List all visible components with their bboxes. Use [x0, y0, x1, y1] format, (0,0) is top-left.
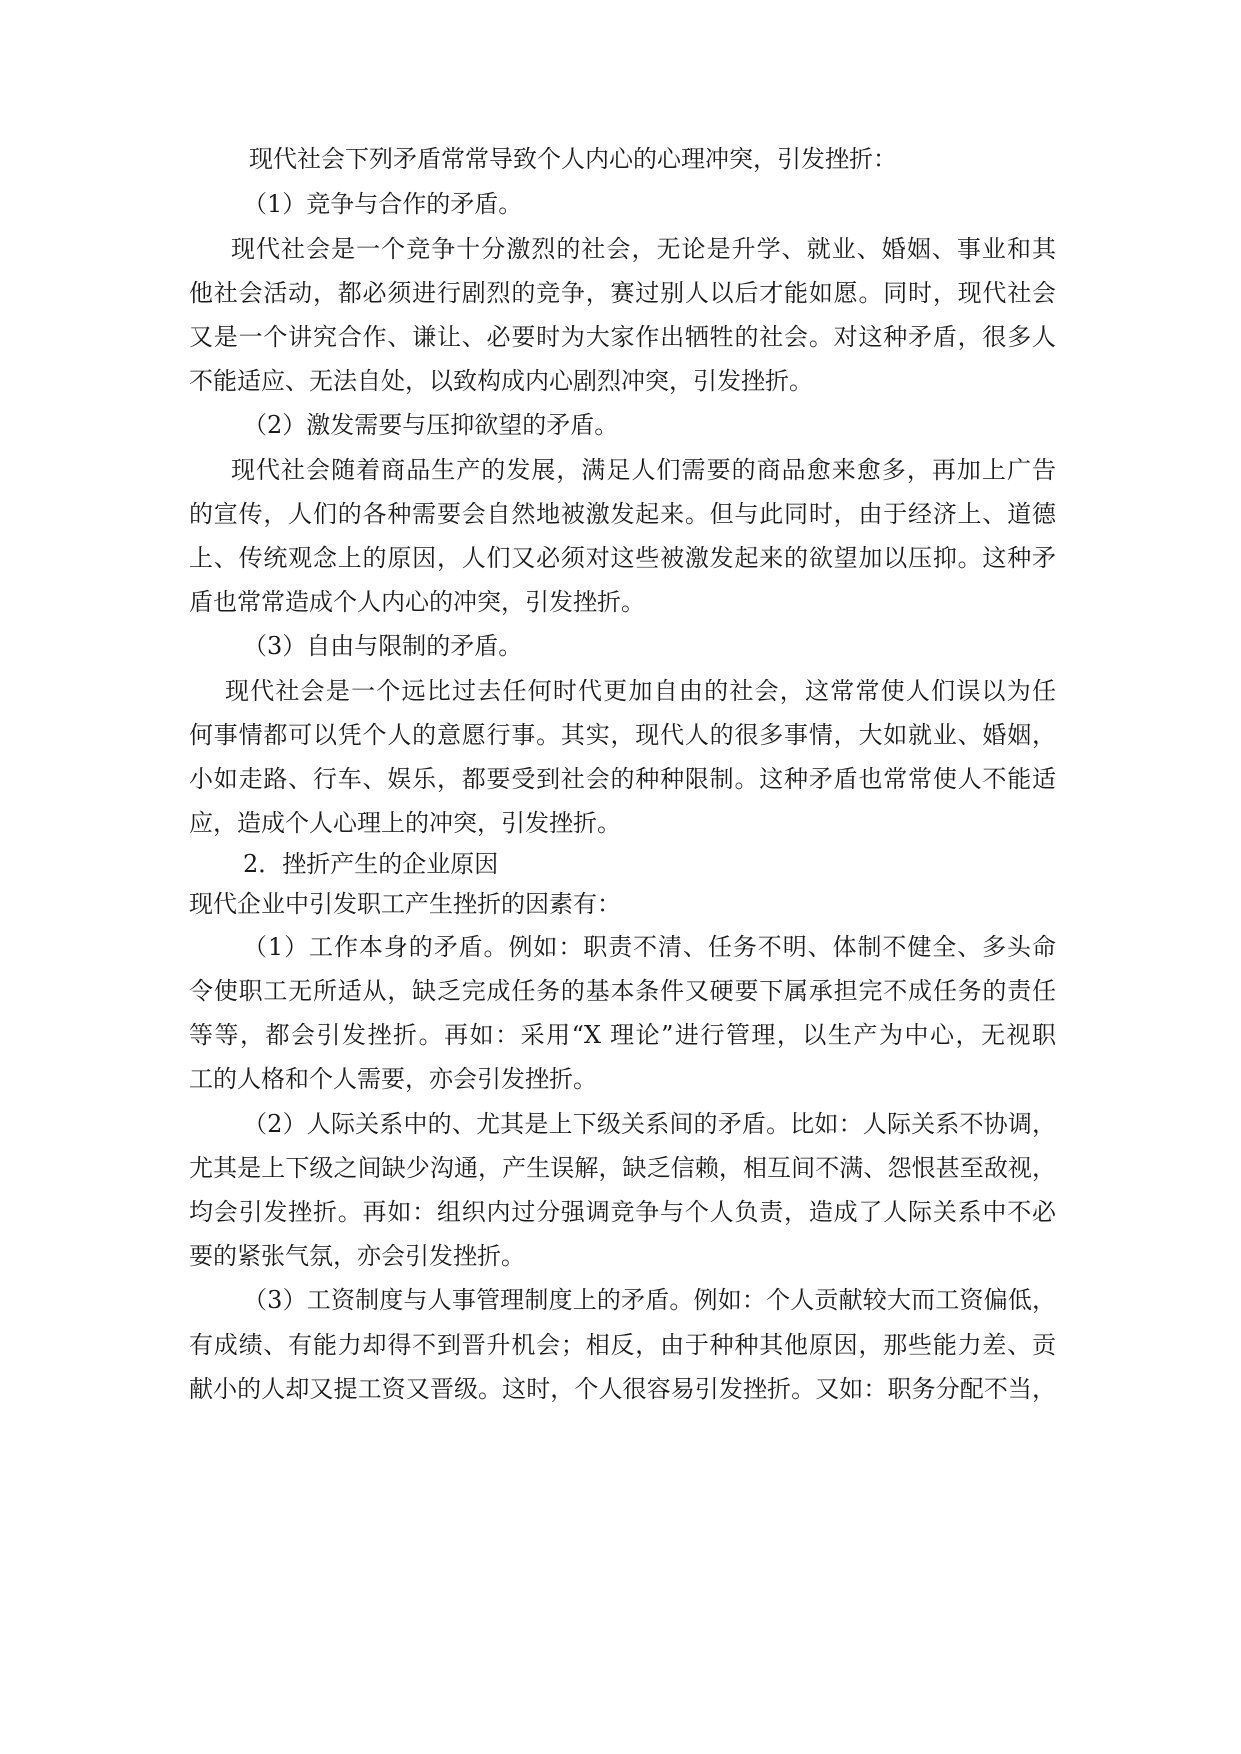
subheading-freedom-restriction: （3）自由与限制的矛盾。	[243, 632, 523, 660]
section-heading-enterprise-causes: 2．挫折产生的企业原因	[243, 850, 499, 878]
paragraph-line: 何事情都可以凭个人的意愿行事。其实，现代人的很多事情，大如就业、婚姻，	[189, 721, 1056, 749]
paragraph-line: （2）人际关系中的、尤其是上下级关系间的矛盾。比如：人际关系不协调，	[243, 1110, 1056, 1138]
paragraph-line: 应，造成个人心理上的冲突，引发挫折。	[189, 809, 621, 837]
paragraph-line: 现代社会是一个竞争十分激烈的社会，无论是升学、就业、婚姻、事业和其	[231, 235, 1056, 263]
intro-line: 现代社会下列矛盾常常导致个人内心的心理冲突，引发挫折：	[249, 145, 897, 173]
paragraph-line: 均会引发挫折。再如：组织内过分强调竞争与个人负责，造成了人际关系中不必	[189, 1198, 1056, 1226]
subheading-competition-cooperation: （1）竞争与合作的矛盾。	[243, 190, 523, 218]
paragraph-line: 的宣传，人们的各种需要会自然地被激发起来。但与此同时，由于经济上、道德	[189, 500, 1056, 528]
paragraph-line: 现代社会随着商品生产的发展，满足人们需要的商品愈来愈多，再加上广告	[231, 456, 1056, 484]
paragraph-line: 要的紧张气氛，亦会引发挫折。	[189, 1242, 525, 1270]
paragraph-line: 令使职工无所适从，缺乏完成任务的基本条件又硬要下属承担完不成任务的责任	[189, 977, 1056, 1005]
paragraph-line: 有成绩、有能力却得不到晋升机会；相反，由于种种其他原因，那些能力差、贡	[189, 1331, 1056, 1359]
paragraph-line: 现代社会是一个远比过去任何时代更加自由的社会，这常常使人们误以为任	[225, 677, 1056, 705]
paragraph-line: 小如走路、行车、娱乐，都要受到社会的种种限制。这种矛盾也常常使人不能适	[189, 765, 1056, 793]
paragraph-line: 又是一个讲究合作、谦让、必要时为大家作出牺牲的社会。对这种矛盾，很多人	[189, 323, 1056, 351]
paragraph-line: 他社会活动，都必须进行剧烈的竞争，赛过别人以后才能如愿。同时，现代社会	[189, 279, 1056, 307]
paragraph-line: （3）工资制度与人事管理制度上的矛盾。例如：个人贡献较大而工资偏低，	[243, 1286, 1056, 1314]
paragraph-line: 献小的人却又提工资又晋级。这时，个人很容易引发挫折。又如：职务分配不当，	[189, 1375, 1056, 1403]
paragraph-line: 盾也常常造成个人内心的冲突，引发挫折。	[189, 588, 645, 616]
paragraph-line: 不能适应、无法自处，以致构成内心剧烈冲突，引发挫折。	[189, 367, 813, 395]
subheading-needs-desires: （2）激发需要与压抑欲望的矛盾。	[243, 411, 619, 439]
paragraph-line: （1）工作本身的矛盾。例如：职责不清、任务不明、体制不健全、多头命	[243, 933, 1056, 961]
paragraph-line: 尤其是上下级之间缺少沟通，产生误解，缺乏信赖，相互间不满、怨恨甚至敌视，	[189, 1154, 1056, 1182]
paragraph-line: 现代企业中引发职工产生挫折的因素有：	[189, 890, 621, 918]
paragraph-line: 等等，都会引发挫折。再如：采用“X 理论”进行管理，以生产为中心，无视职	[189, 1021, 1056, 1049]
paragraph-line: 工的人格和个人需要，亦会引发挫折。	[189, 1065, 597, 1093]
paragraph-line: 上、传统观念上的原因，人们又必须对这些被激发起来的欲望加以压抑。这种矛	[189, 544, 1056, 572]
